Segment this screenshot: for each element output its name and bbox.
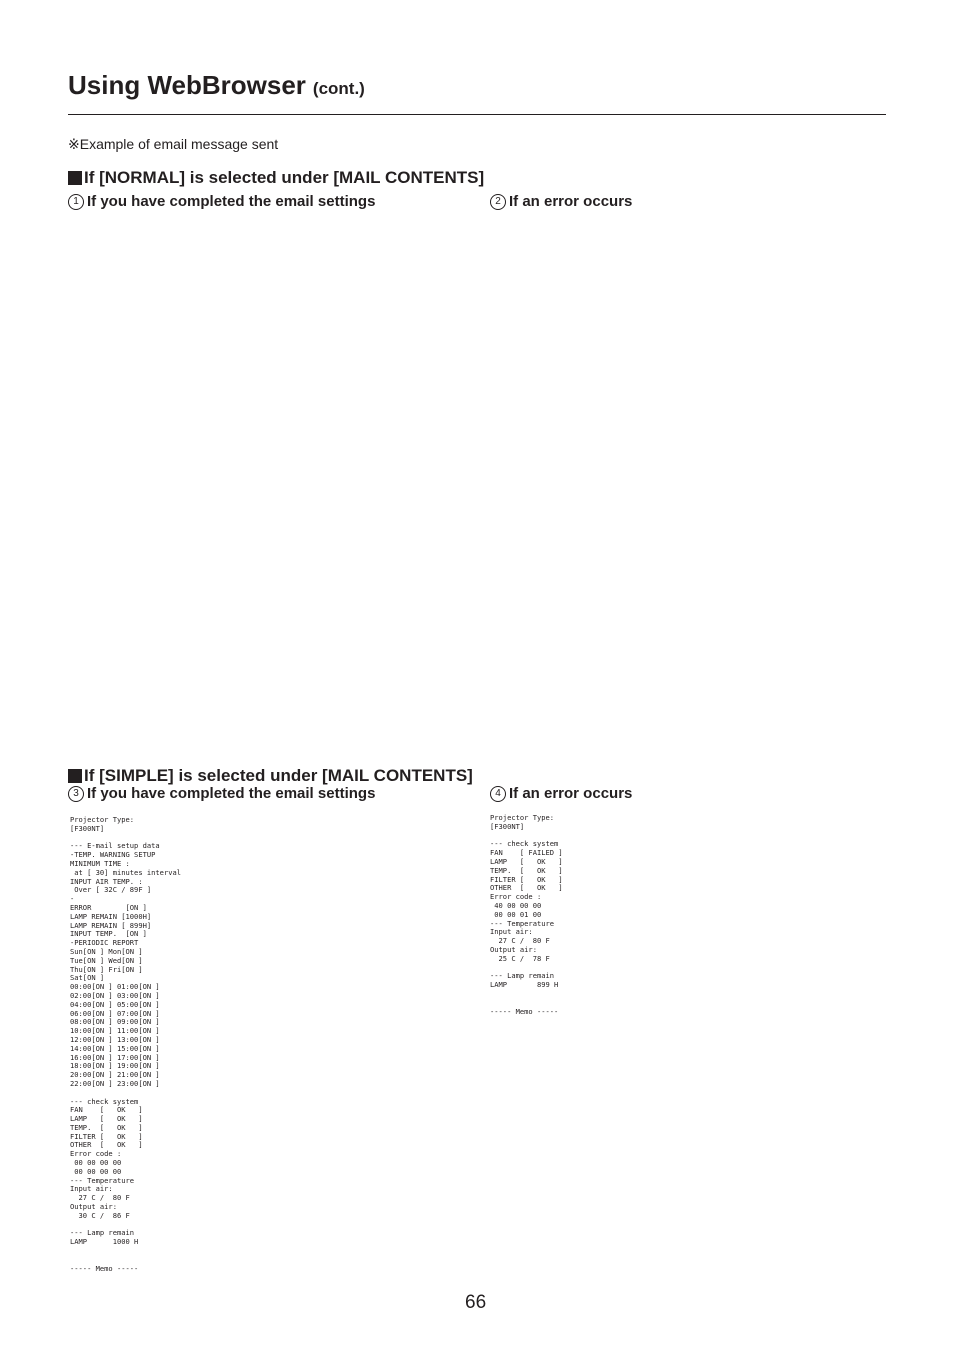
email-line: 27 C / 80 F	[70, 1193, 130, 1203]
normal-right-subheading-text: If an error occurs	[509, 193, 633, 210]
email-line: -TEMP. WARNING SETUP	[70, 850, 156, 860]
email-line: 04:00[ON ] 05:00[ON ]	[70, 999, 160, 1009]
email-line: MINIMUM TIME :	[70, 858, 130, 868]
normal-section-heading-text: If [NORMAL] is selected under [MAIL CONTENTS]	[84, 168, 485, 187]
email-line: 16:00[ON ] 17:00[ON ]	[70, 1052, 160, 1062]
normal-left-subheading	[68, 193, 375, 210]
simple-right-subheading-text: If an error occurs	[509, 785, 633, 802]
email-line: ----- Memo -----	[490, 1006, 559, 1016]
email-line: 08:00[ON ] 09:00[ON ]	[70, 1017, 160, 1027]
page-title-text: Using WebBrowser	[68, 70, 306, 100]
email-line: 20:00[ON ] 21:00[ON ]	[70, 1070, 160, 1080]
email-line: --- E-mail setup data	[70, 841, 160, 851]
email-line: at [ 30] minutes interval	[70, 867, 182, 877]
email-line: --- check system	[70, 1096, 139, 1106]
email-line: 40 00 00 00	[490, 900, 542, 910]
email-line: Error code :	[70, 1149, 122, 1159]
email-line: 22:00[ON ] 23:00[ON ]	[70, 1078, 160, 1088]
square-bullet-icon	[68, 769, 82, 783]
email-line: OTHER [ OK ]	[70, 1140, 143, 1150]
email-example-error	[490, 814, 563, 1016]
email-line: FILTER [ OK ]	[490, 874, 563, 884]
email-line: 10:00[ON ] 11:00[ON ]	[70, 1026, 160, 1036]
page-title-suffix: (cont.)	[312, 79, 365, 98]
email-line: Projector Type:	[70, 815, 135, 824]
email-line: TEMP. [ OK ]	[70, 1122, 143, 1132]
email-line: --- Lamp remain	[490, 971, 555, 981]
email-line: -	[70, 894, 75, 904]
square-bullet-icon	[68, 171, 82, 185]
email-line: 00 00 00 00	[70, 1158, 122, 1168]
page-title	[68, 70, 365, 101]
email-line: Input air:	[490, 927, 533, 937]
circled-number-icon: 4	[490, 786, 506, 802]
email-line: 12:00[ON ] 13:00[ON ]	[70, 1034, 160, 1044]
normal-section-heading	[68, 168, 484, 188]
email-line: FAN [ FAILED ]	[490, 848, 563, 858]
email-line: 06:00[ON ] 07:00[ON ]	[70, 1008, 160, 1018]
email-line: Sun[ON ] Mon[ON ]	[70, 946, 143, 956]
email-line: --- Temperature	[70, 1175, 135, 1185]
email-line: [F300NT]	[490, 821, 525, 831]
circled-number-icon: 3	[68, 786, 84, 802]
normal-left-subheading-text: If you have completed the email settings	[87, 193, 376, 210]
email-line: INPUT AIR TEMP. :	[70, 876, 143, 886]
simple-left-subheading-text: If you have completed the email settings	[87, 785, 376, 802]
email-line: LAMP REMAIN [ 899H]	[70, 920, 152, 930]
email-line: Output air:	[70, 1202, 117, 1212]
email-line: LAMP [ OK ]	[70, 1114, 143, 1124]
circled-number-icon: 1	[68, 194, 84, 210]
page-number: 66	[465, 1292, 487, 1313]
email-line: --- check system	[490, 839, 559, 849]
email-example-complete	[70, 816, 181, 1273]
simple-section-heading	[68, 766, 473, 786]
email-line: FAN [ OK ]	[70, 1105, 143, 1115]
email-line: Over [ 32C / 89F ]	[70, 885, 152, 895]
email-line: Projector Type:	[490, 813, 555, 822]
email-line: Tue[ON ] Wed[ON ]	[70, 955, 143, 965]
email-line: LAMP 1000 H	[70, 1237, 139, 1247]
email-line: Sat[ON ]	[70, 973, 105, 983]
email-line: FILTER [ OK ]	[70, 1131, 143, 1141]
email-line: 14:00[ON ] 15:00[ON ]	[70, 1043, 160, 1053]
normal-right-subheading	[490, 193, 632, 210]
simple-left-subheading	[68, 785, 375, 802]
simple-right-subheading	[490, 785, 632, 802]
title-divider	[68, 114, 886, 115]
email-line: Input air:	[70, 1184, 113, 1194]
email-line: Thu[ON ] Fri[ON ]	[70, 964, 143, 974]
email-line: 30 C / 86 F	[70, 1210, 130, 1220]
email-line: Output air:	[490, 944, 537, 954]
email-line: ERROR [ON ]	[70, 902, 147, 912]
email-line: 00 00 01 00	[490, 909, 542, 919]
email-line: 27 C / 80 F	[490, 936, 550, 946]
email-line: TEMP. [ OK ]	[490, 865, 563, 875]
email-line: --- Lamp remain	[70, 1228, 135, 1238]
email-line: LAMP [ OK ]	[490, 856, 563, 866]
email-line: Error code :	[490, 892, 542, 902]
simple-section-heading-text: If [SIMPLE] is selected under [MAIL CONTENTS]	[84, 766, 473, 785]
email-line: -PERIODIC REPORT	[70, 938, 139, 948]
email-line: 25 C / 78 F	[490, 953, 550, 963]
email-line: LAMP REMAIN [1000H]	[70, 911, 152, 921]
circled-number-icon: 2	[490, 194, 506, 210]
email-line: 00 00 00 00	[70, 1166, 122, 1176]
email-line: OTHER [ OK ]	[490, 883, 563, 893]
email-line: --- Temperature	[490, 918, 555, 928]
email-line: INPUT TEMP. [ON ]	[70, 929, 147, 939]
email-line: 18:00[ON ] 19:00[ON ]	[70, 1061, 160, 1071]
email-line: [F300NT]	[70, 823, 105, 833]
example-note: ※Example of email message sent	[68, 136, 279, 152]
email-line: LAMP 899 H	[490, 980, 559, 990]
email-line: 02:00[ON ] 03:00[ON ]	[70, 990, 160, 1000]
email-line: ----- Memo -----	[70, 1263, 139, 1273]
email-line: 00:00[ON ] 01:00[ON ]	[70, 982, 160, 992]
